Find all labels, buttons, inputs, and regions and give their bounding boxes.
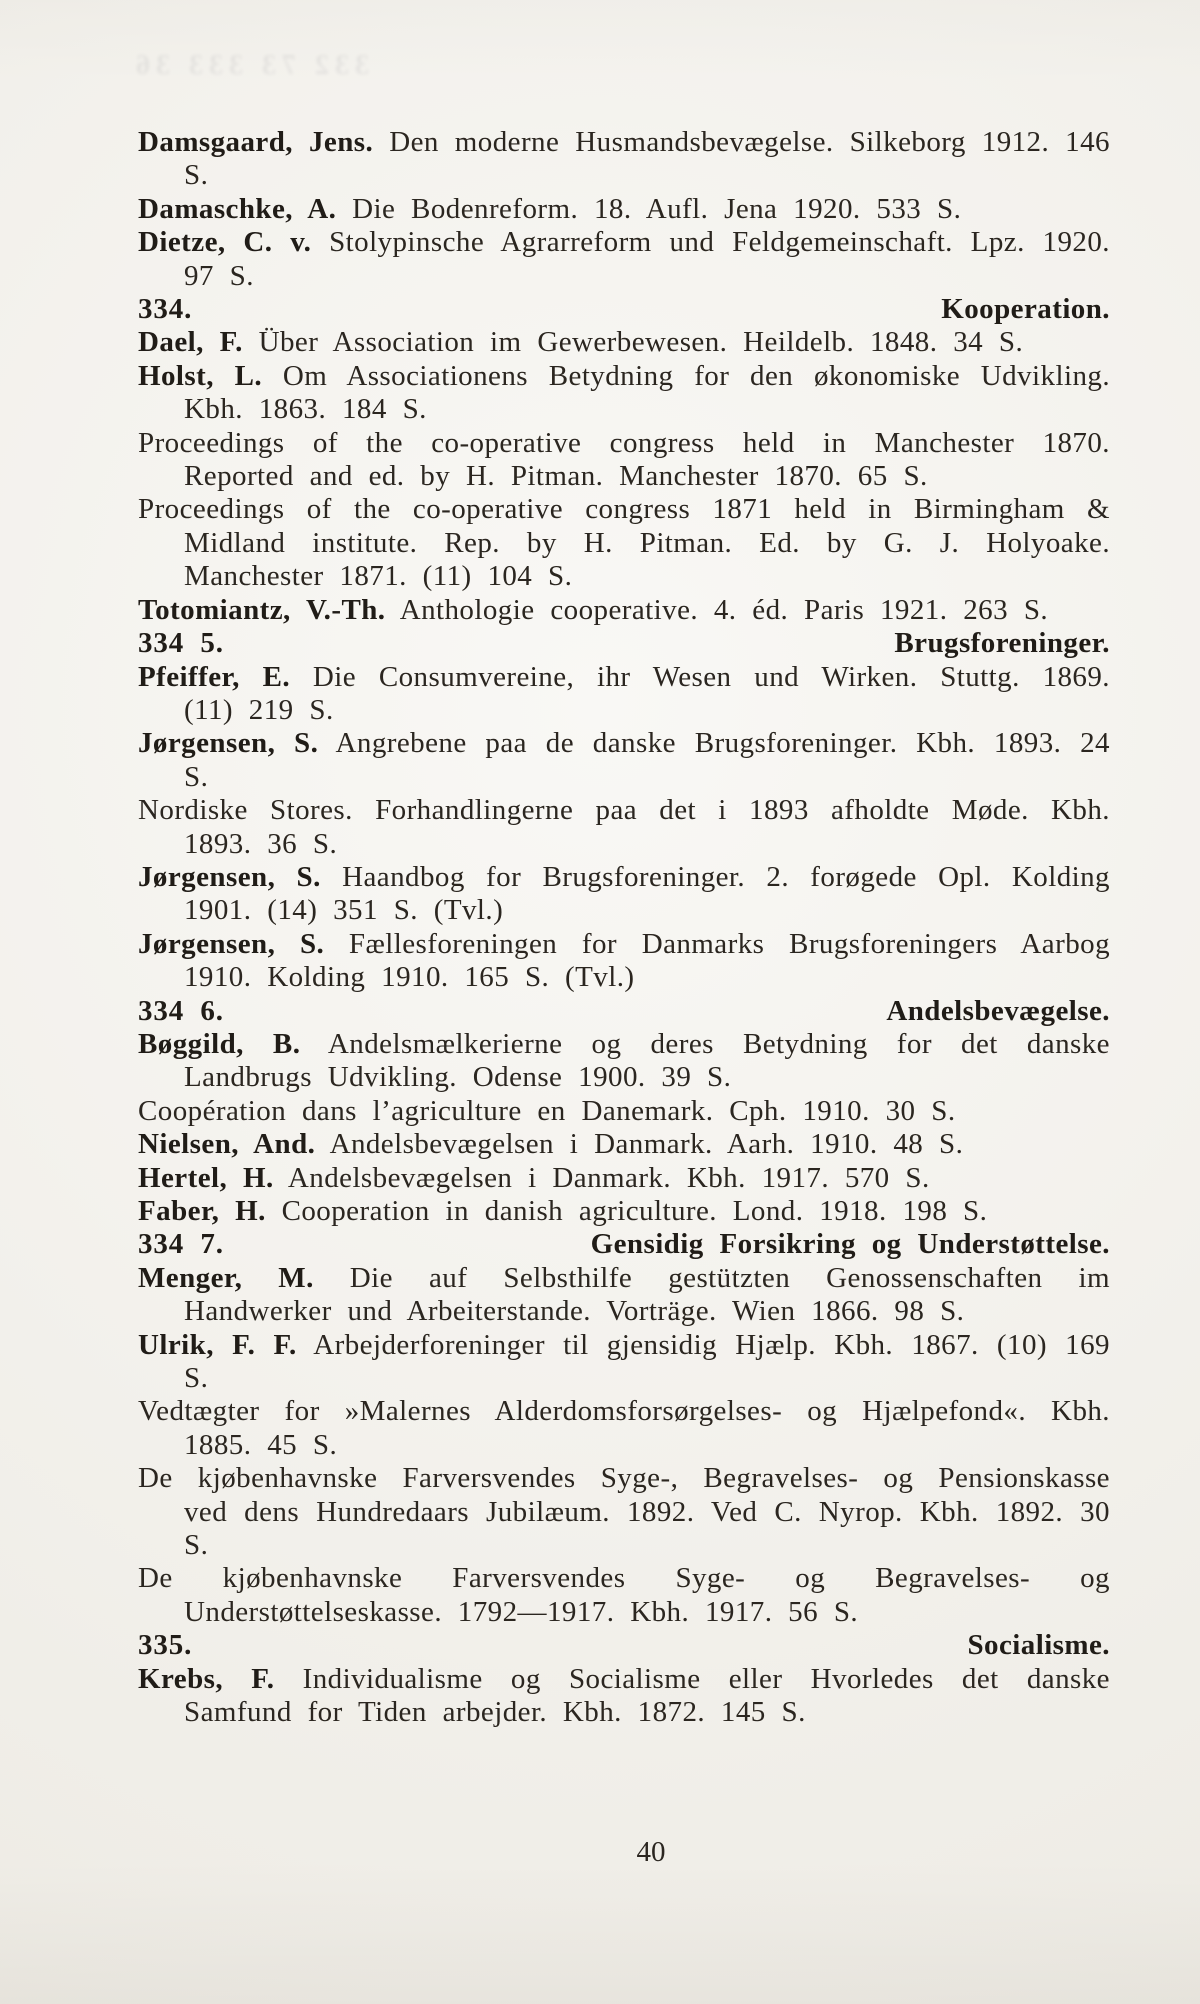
entry-text: Andelsbevægelsen i Danmark. Aarh. 1910. 48 S. <box>329 1128 964 1161</box>
bibliography-entry <box>138 661 1110 728</box>
bibliography-entry <box>138 794 1110 861</box>
entry-author: Menger, M. <box>138 1261 314 1294</box>
bibliography-entry <box>138 594 1110 627</box>
bibliography-entry <box>138 1262 1110 1329</box>
entry-author: Jørgensen, S. <box>138 860 321 893</box>
entry-text: Anthologie cooperative. 4. éd. Paris 1921. 263 S. <box>399 593 1049 626</box>
section-number: 334. <box>138 293 193 326</box>
section-title: Socialisme. <box>967 1629 1110 1662</box>
entry-text: Om Associationens Betydning for den økonomiske Udvikling. Kbh. 1863. 184 S. <box>184 359 1111 426</box>
entry-text: Andelsmælkerierne og deres Betydning for det danske Landbrugs Udvikling. Odense 1900. 39 S. <box>184 1027 1110 1094</box>
entry-author: Nielsen, And. <box>138 1128 316 1161</box>
bibliography-entry <box>138 193 1110 226</box>
section-title: Andelsbevægelse. <box>886 994 1110 1027</box>
entry-author: Krebs, F. <box>138 1662 275 1695</box>
entry-text: Proceedings of the co-operative congress held in Manchester 1870. Reported and ed. by H. Pitman. Manchester 1870. 65 S. <box>138 426 1110 493</box>
bibliography-entry <box>138 1162 1110 1195</box>
page-number-value: 40 <box>636 1836 666 1868</box>
entry-author: Totomiantz, V.-Th. <box>138 593 386 626</box>
bibliography-entry <box>138 928 1110 995</box>
entry-author: Holst, L. <box>138 359 263 392</box>
entry-author: Bøggild, B. <box>138 1027 301 1060</box>
section-number: 334 6. <box>138 994 224 1027</box>
bibliography-entry <box>138 1028 1110 1095</box>
entry-text: Coopération dans l’agriculture en Danemark. Cph. 1910. 30 S. <box>138 1094 956 1127</box>
entry-author: Jørgensen, S. <box>138 927 325 960</box>
bleed-through-text: 332 73 333 36 <box>130 50 369 81</box>
entry-text: Den moderne Husmandsbevægelse. Silkeborg 1912. 146 S. <box>184 126 1110 192</box>
bibliography-entry <box>138 1663 1110 1730</box>
page-number <box>138 1836 1110 1869</box>
bibliography-entry <box>138 360 1110 427</box>
bibliography-entry <box>138 427 1110 494</box>
entry-author: Ulrik, F. F. <box>138 1328 297 1361</box>
bibliography-entry <box>138 493 1110 593</box>
entry-author: Faber, H. <box>138 1195 266 1227</box>
entry-author: Damsgaard, Jens. <box>138 126 374 158</box>
bibliography-entry <box>138 861 1110 928</box>
section-number: 334 5. <box>138 627 224 660</box>
entry-text: Fællesforeningen for Danmarks Brugsforeningers Aarbog 1910. Kolding 1910. 165 S. (Tvl.) <box>184 927 1111 994</box>
entry-author: Jørgensen, S. <box>138 727 319 760</box>
section-heading <box>138 995 1110 1028</box>
entry-author: Pfeiffer, E. <box>138 660 291 693</box>
entry-text: Angrebene paa de danske Brugsforeninger. Kbh. 1893. 24 S. <box>184 727 1110 793</box>
entry-text: Stolypinsche Agrarreform und Feldgemeinschaft. Lpz. 1920. 97 S. <box>184 226 1110 292</box>
section-heading <box>138 1228 1110 1261</box>
bibliography-entry <box>138 1095 1110 1128</box>
entry-text: Andelsbevægelsen i Danmark. Kbh. 1917. 570 S. <box>287 1161 930 1194</box>
entry-text: Haandbog for Brugsforeninger. 2. forøgede Opl. Kolding 1901. (14) 351 S. (Tvl.) <box>184 860 1110 927</box>
bibliography-entry <box>138 1128 1110 1161</box>
entry-author: Dael, F. <box>138 326 243 359</box>
bibliography-entry <box>138 1462 1110 1562</box>
section-number: 334 7. <box>138 1228 224 1261</box>
entry-text: Cooperation in danish agriculture. Lond. 1918. 198 S. <box>281 1195 988 1227</box>
entry-text: Die auf Selbsthilfe gestützten Genossenschaften im Handwerker und Arbeiterstande. Vorträge. Wien 1866. 98 S. <box>184 1261 1110 1328</box>
entry-text: Vedtægter for »Malernes Alderdomsforsørgelses- og Hjælpefond«. Kbh. 1885. 45 S. <box>138 1395 1110 1461</box>
entry-author: Hertel, H. <box>138 1161 274 1194</box>
section-title: Brugsforeninger. <box>894 627 1110 660</box>
bibliography-text-block <box>138 126 1110 1730</box>
bibliography-entry <box>138 326 1110 359</box>
section-heading <box>138 293 1110 326</box>
entry-text: De kjøbenhavnske Farversvendes Syge- og Begravelses- og Understøttelseskasse. 1792—1917. Kbh. 1917. 56 S. <box>138 1562 1110 1628</box>
entry-text: Nordiske Stores. Forhandlingerne paa det i 1893 afholdte Møde. Kbh. 1893. 36 S. <box>138 794 1110 860</box>
section-heading <box>138 627 1110 660</box>
bibliography-entry <box>138 1195 1110 1228</box>
entry-text: Individualisme og Socialisme eller Hvorledes det danske Samfund for Tiden arbejder. Kbh. 1872. 145 S. <box>184 1662 1110 1729</box>
section-heading <box>138 1629 1110 1662</box>
entry-author: Dietze, C. v. <box>138 226 312 259</box>
entry-text: Die Consumvereine, ihr Wesen und Wirken. Stuttg. 1869. (11) 219 S. <box>184 660 1110 726</box>
entry-text: De kjøbenhavnske Farversvendes Syge-, Begravelses- og Pensionskasse ved dens Hundredaars Jubilæum. 1892. Ved C. Nyrop. Kbh. 1892. 30 S. <box>138 1462 1110 1562</box>
bibliography-entry <box>138 1395 1110 1462</box>
bibliography-entry <box>138 1329 1110 1396</box>
entry-text: Über Association im Gewerbewesen. Heildelb. 1848. 34 S. <box>258 326 1024 359</box>
bibliography-entry <box>138 727 1110 794</box>
section-number: 335. <box>138 1629 193 1662</box>
bibliography-entry <box>138 226 1110 293</box>
section-title: Kooperation. <box>941 293 1110 326</box>
entry-text: Proceedings of the co-operative congress 1871 held in Birmingham & Midland institute. Rep. by H. Pitman. Ed. by G. J. Holyoake. Manchester 1871. (11) 104 S. <box>138 493 1110 593</box>
entry-author: Damaschke, A. <box>138 192 337 225</box>
bibliography-entry <box>138 126 1110 193</box>
section-title: Gensidig Forsikring og Understøttelse. <box>590 1228 1110 1261</box>
entry-text: Die Bodenreform. 18. Aufl. Jena 1920. 533 S. <box>352 192 962 225</box>
bibliography-entry <box>138 1562 1110 1629</box>
entry-text: Arbejderforeninger til gjensidig Hjælp. Kbh. 1867. (10) 169 S. <box>184 1328 1110 1395</box>
